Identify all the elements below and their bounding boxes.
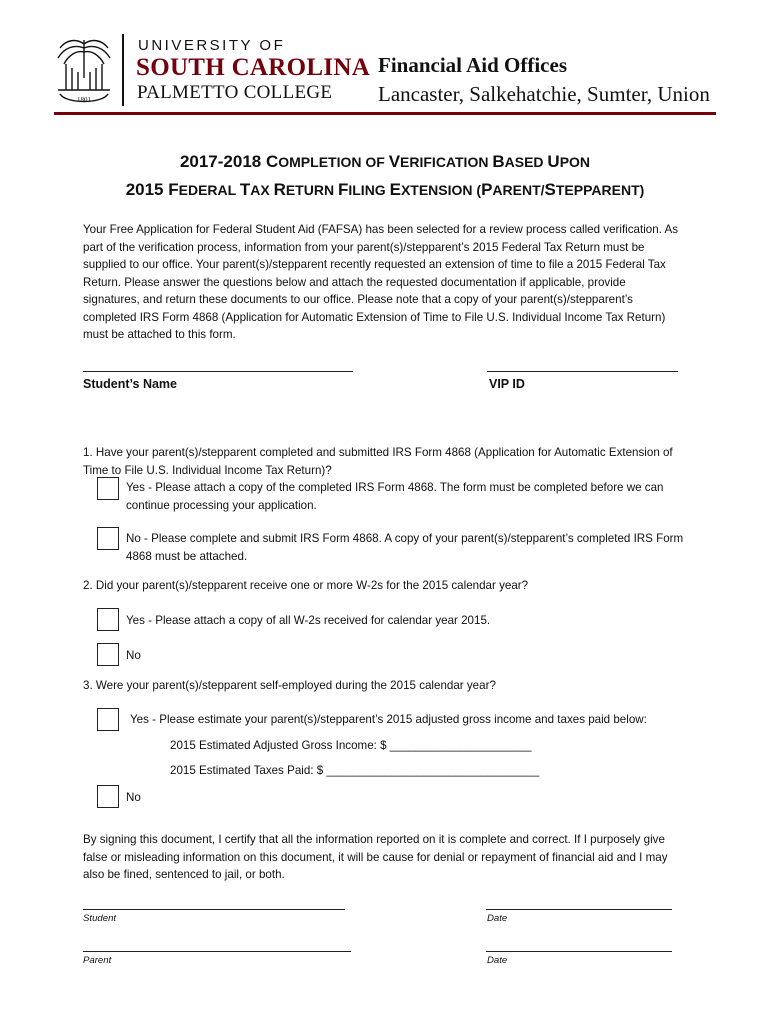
header-divider [54, 112, 716, 115]
parent-date-label: Date [487, 955, 508, 966]
logo-year: 1801 [77, 96, 91, 104]
student-date-label: Date [487, 913, 508, 924]
question-2: 2. Did your parent(s)/stepparent receive one or more W-2s for the 2015 calendar year? [83, 579, 529, 592]
palmetto-seal-logo [54, 34, 114, 110]
document-title-line2: 2015 FEDERAL TAX RETURN FILING EXTENSION (PARENT/STEPPARENT) [125, 180, 645, 199]
q2-no-checkbox[interactable] [97, 643, 119, 666]
q2-no-option: No [126, 649, 141, 662]
q3-yes-option: Yes - Please estimate your parent(s)/stepparent’s 2015 adjusted gross income and taxes paid below: [130, 713, 647, 726]
question-3: 3. Were your parent(s)/stepparent self-employed during the 2015 calendar year? [83, 679, 496, 692]
parent-signature-label: Parent [83, 955, 112, 966]
taxes-paid-field[interactable]: 2015 Estimated Taxes Paid: $ _________________________________ [170, 764, 540, 777]
q2-yes-option: Yes - Please attach a copy of all W-2s received for calendar year 2015. [126, 614, 491, 627]
university-of-text: UNIVERSITY OF [138, 37, 286, 54]
palmetto-college-text: PALMETTO COLLEGE [137, 82, 333, 103]
vip-id-label: VIP ID [489, 377, 525, 391]
student-signature-line[interactable] [83, 909, 345, 910]
student-signature-label: Student [83, 913, 117, 924]
q3-no-checkbox[interactable] [97, 785, 119, 808]
q3-yes-checkbox[interactable] [97, 708, 119, 731]
office-campuses: Lancaster, Salkehatchie, Sumter, Union [378, 82, 710, 106]
student-date-line[interactable] [486, 909, 672, 910]
question-1: 1. Have your parent(s)/stepparent completed and submitted IRS Form 4868 (Application for Automatic Extension of Time to File U.S. Individual Income Tax Return)? [83, 446, 673, 477]
q1-yes-option: Yes - Please attach a copy of the completed IRS Form 4868. The form must be completed before we can continue processing your application. [126, 481, 664, 512]
q1-yes-checkbox[interactable] [97, 477, 119, 500]
q3-no-option: No [126, 791, 141, 804]
q1-no-option: No - Please complete and submit IRS Form 4868. A copy of your parent(s)/stepparent’s completed IRS Form 4868 must be attached. [126, 532, 684, 563]
certification-paragraph: By signing this document, I certify that all the information reported on it is complete and correct. If I purposely give false or misleading information on this document, it will be cause for denial or repayment of financial aid and I may also be fined, sentenced to jail, or both. [83, 833, 668, 881]
parent-signature-line[interactable] [83, 951, 351, 952]
q1-no-checkbox[interactable] [97, 527, 119, 550]
agi-field[interactable]: 2015 Estimated Adjusted Gross Income: $ ______________________ [170, 739, 532, 752]
student-name-label: Student’s Name [83, 377, 178, 391]
student-name-field[interactable] [83, 371, 353, 372]
q2-yes-checkbox[interactable] [97, 608, 119, 631]
office-title: Financial Aid Offices [378, 53, 567, 77]
document-title-line1: 2017-2018 COMPLETION OF VERIFICATION BASED UPON [179, 152, 591, 171]
logo-divider [122, 34, 124, 106]
south-carolina-text: SOUTH CAROLINA [136, 54, 371, 81]
vip-id-field[interactable] [487, 371, 678, 372]
intro-paragraph: Your Free Application for Federal Student Aid (FAFSA) has been selected for a review process called verification. As part of the verification process, information from your parent(s)/stepparent’s 2015 Federal Tax Return must be supplied to our office. Your parent(s)/stepparent recently requested an extension of time to file a 2015 Federal Tax Return. Please answer the questions below and attach the requested documentation if applicable, provide signatures, and return these documents to our office. Please note that a copy of your parent(s)/stepparent’s completed IRS Form 4868 (Application for Automatic Extension of Time to File U.S. Individual Income Tax Return) must be attached to this form. [83, 223, 679, 341]
parent-date-line[interactable] [486, 951, 672, 952]
